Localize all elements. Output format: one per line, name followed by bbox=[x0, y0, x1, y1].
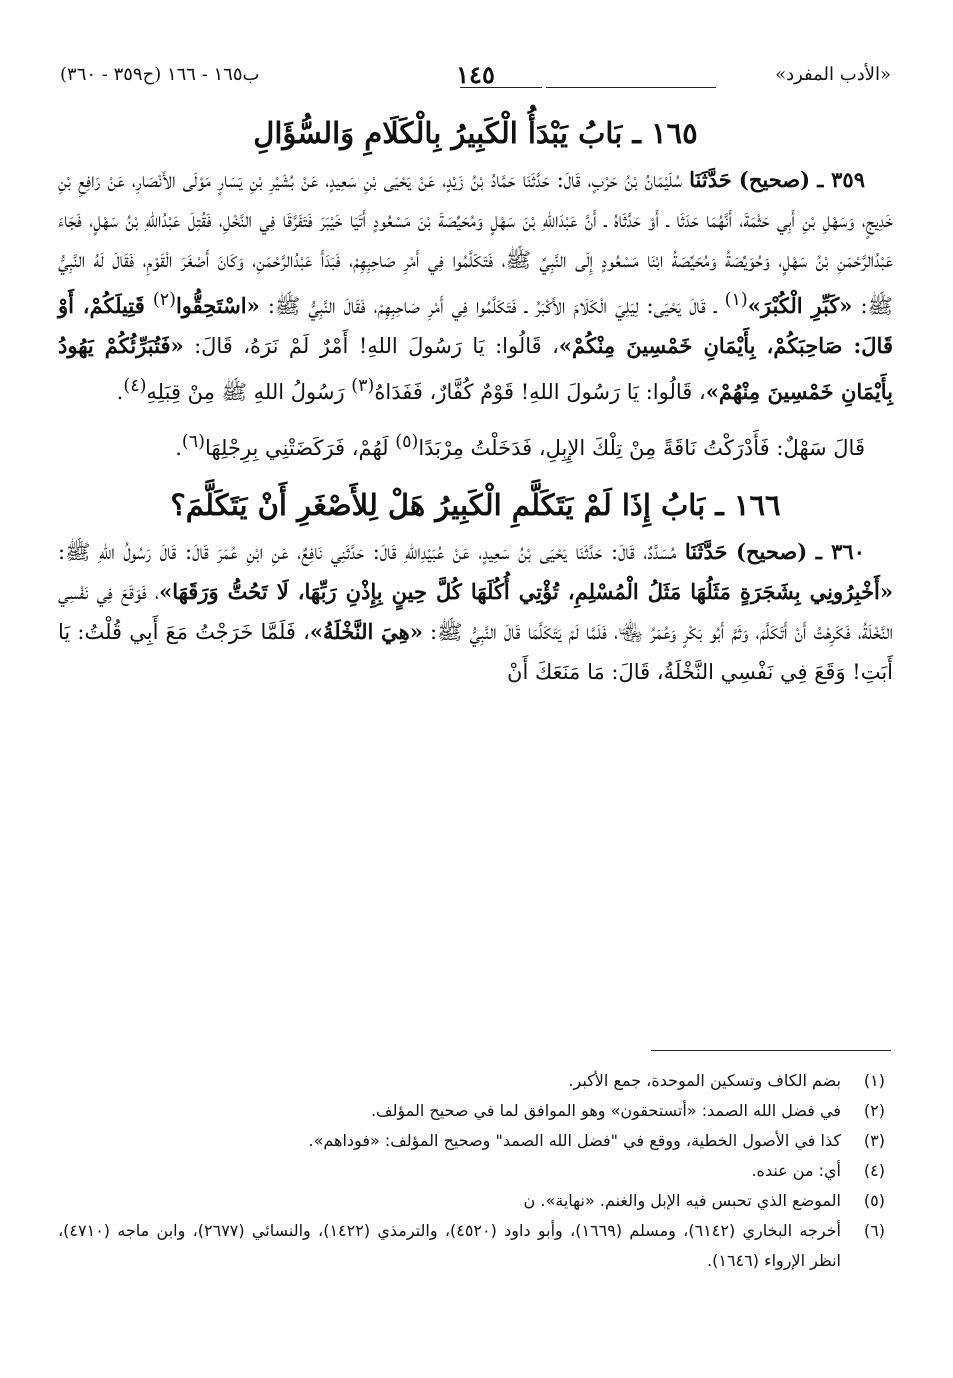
sahl-note bbox=[58, 422, 893, 468]
footnote-text: في فضل الله الصمد: «أتستحقون» وهو الموافق لما في صحيح المؤلف. bbox=[370, 1101, 841, 1120]
chapter-title-166: ١٦٦ ـ بَابُ إِذَا لَمْ يَتَكَلَّمِ الْكَبِيرُ هَلْ لِلأَصْغَرِ أَنْ يَتَكَلَّمَ؟ bbox=[170, 488, 781, 522]
footnote-ref[interactable]: (٢) bbox=[152, 290, 176, 310]
footnote bbox=[58, 1186, 885, 1216]
book-title: «الأدب المفرد» bbox=[775, 64, 891, 85]
hadith-360 bbox=[58, 532, 893, 692]
footnote-number: (٦) bbox=[863, 1221, 885, 1240]
footnote bbox=[58, 1096, 885, 1126]
footnote-ref[interactable]: (٣) bbox=[351, 376, 375, 396]
hadith-grade: (صحيح) bbox=[736, 539, 808, 564]
footnote-text: أي: من عنده. bbox=[751, 1161, 841, 1180]
hadith-text: ، قَالُوا: يَا رَسُولَ اللهِ! قَوْمٌ كُفَّارٌ، فَفَدَاهُ bbox=[374, 380, 706, 404]
prophetic-quote: «هِيَ النَّخْلَةُ» bbox=[309, 619, 423, 644]
note-text: . bbox=[175, 436, 182, 460]
main-text bbox=[58, 110, 893, 692]
prophetic-quote: «أَخْبِرُونِي بِشَجَرَةٍ مَثَلُهَا مَثَلُ الْمُسْلِمِ، تُؤْتِي أُكُلَهَا كُلَّ حِينٍ بِإِذْنِ رَبِّهَا، لَا تَحُتُّ وَرَقَهَا» bbox=[159, 579, 894, 604]
footnote bbox=[58, 1066, 885, 1096]
footnote bbox=[58, 1156, 885, 1186]
footnote-text: كذا في الأصول الخطية، ووقع في "فضل الله الصمد" وصحيح المؤلف: «فوداهم». bbox=[308, 1131, 841, 1150]
footnote-ref[interactable]: (١) bbox=[724, 290, 748, 310]
footnote-text: الموضع الذي تحبس فيه الإبل والغنم. «نهاية». ن bbox=[523, 1191, 841, 1210]
note-text: قَالَ سَهْلٌ: فَأَدْرَكْتُ نَاقَةً مِنْ تِلْكَ الإِبِلِ، فَدَخَلْتُ مِرْبَدًا bbox=[418, 436, 865, 460]
footnote-text: أخرجه البخاري (٦١٤٢)، ومسلم (١٦٦٩)، وأبو داود (٤٥٢٠)، والترمذي (١٤٢٢)، والنسائي (٢٦٧٧)، وابن ماجه (٤٧١٠)، انظر الإرواء (١٦٤٦). bbox=[58, 1221, 841, 1270]
page-number: ١٤٥ bbox=[456, 60, 495, 89]
footnote bbox=[58, 1216, 885, 1276]
haddathana: حَدَّثَنَا bbox=[684, 539, 728, 564]
footnotes bbox=[58, 1066, 885, 1276]
footnote bbox=[58, 1126, 885, 1156]
hadith-text: رَسُولُ اللهِ ﷺ مِنْ قِبَلِهِ bbox=[146, 380, 345, 404]
prophetic-quote: «اسْتَحِقُّوا bbox=[175, 293, 260, 318]
footnote-number: (٤) bbox=[863, 1161, 885, 1180]
hadith-number: ٣٦٠ ـ bbox=[815, 539, 865, 564]
hadith-text: ، قَالُوا: يَا رَسُولَ اللهِ! أَمْرٌ لَمْ نَرَهُ، قَالَ: bbox=[194, 334, 559, 358]
hadith-text: ـ قَالَ يَحْيَى: لِيَلِيَ الْكَلَامَ الأَكْبَرُ ـ فَتَكَلَّمُوا فِي أَمْرِ صَاحِبِهِمْ، فَقَالَ النَّبِيُّ ﷺ: bbox=[267, 294, 717, 318]
prophetic-quote: قَتِيلَكُمْ، أَوْ قَالَ: صَاحِبَكُمْ، بِأَيْمَانِ خَمْسِينَ مِنْكُمْ» bbox=[58, 293, 893, 358]
hadith-text: . bbox=[116, 380, 124, 404]
footnote-number: (٥) bbox=[863, 1191, 885, 1210]
footnote-separator bbox=[651, 1050, 891, 1051]
hadith-text: ، فَلَمَّا خَرَجْتُ مَعَ أَبِي قُلْتُ: يَا أَبَتِ! وَقَعَ فِي نَفْسِي النَّخْلَةُ، قَالَ: مَا مَنَعَكَ أَنْ bbox=[58, 620, 893, 684]
footnote-number: (١) bbox=[863, 1071, 885, 1090]
header-rule bbox=[546, 87, 716, 88]
footnote-number: (٣) bbox=[863, 1131, 885, 1150]
prophetic-quote: «فَتُبَرِّئُكُمْ يَهُودُ بِأَيْمَانِ خَمْسِينَ مِنْهُمْ» bbox=[58, 333, 893, 404]
chapter-title-165: ١٦٥ ـ بَابُ يَبْدَأُ الْكَبِيرُ بِالْكَلَامِ وَالسُّؤَالِ bbox=[253, 116, 698, 150]
note-text: لَهُمْ، فَرَكَضَتْنِي بِرِجْلِهَا bbox=[204, 436, 389, 460]
hadith-text: ، فَوَقَعَ فِي نَفْسِي النَّخْلَةُ، فَكَرِهْتُ أَنْ أَتَكَلَّمَ، وَثَمَّ أَبُو بَكْرٍ وَعُمَرُ ﵄، فَلَمَّا لَمْ يَتَكَلَّمَا قَالَ النَّبِيُّ ﷺ: bbox=[58, 580, 893, 644]
hadith-text: سُلَيْمَانُ بْنُ حَرْبٍ، قَالَ: حَدَّثَنَا حَمَّادُ بْنُ زَيْدٍ، عَنْ يَحْيَى بْنِ سَعِيدٍ، عَنْ بُشَيْرِ بْنِ يَسَارٍ مَوْلَى الأَنْصَارِ، عَنْ رَافِعِ بْنِ خَدِيجٍ، وَسَهْلِ بْنِ أَبِي حَثْمَةَ، أَنَّهُمَا حَدَثَا ـ أَوْ حَدَّثَاهُ ـ أَنَّ عَبْدَاللهِ بْنَ سَهْلٍ وَمُحَيِّصَةَ بْنَ مَسْعُودٍ أَتَيَا خَيْبَرَ فَتَفَرَّقَا فِي النَّخْلِ، فَقُتِلَ عَبْدُاللهِ بْنُ سَهْلٍ، فَجَاءَ عَبْدُالرَّحْمَنِ بْنُ سَهْلٍ، وَحُوَيِّصَةُ وَمُحَيِّصَةُ ابْنَا مَسْعُودٍ إِلَى النَّبِيِّ ﷺ، فَتَكَلَّمُوا فِي أَمْرِ صَاحِبِهِمْ، فَبَدَأَ عَبْدُالرَّحْمَنِ، وَكَانَ أَصْغَرَ الْقَوْمِ، فَقَالَ لَهُ النَّبِيُّ ﷺ: bbox=[58, 168, 893, 318]
running-header bbox=[60, 60, 891, 96]
hadith-text: مُسَدَّدٌ، قَالَ: حَدَّثَنَا يَحْيَى بْنُ سَعِيدٍ، عَنْ عُبَيْدِاللهِ قَالَ: حَدَّثَنِي نَافِعٌ، عَنِ ابْنِ عُمَرَ قَالَ: قَالَ رَسُولُ اللهِ ﷺ: bbox=[58, 540, 677, 564]
hadith-number: ٣٥٩ ـ bbox=[817, 167, 865, 192]
footnote-ref[interactable]: (٤) bbox=[123, 376, 147, 396]
prophetic-quote: «كَبِّرِ الْكُبْرَ» bbox=[747, 293, 853, 318]
hadith-grade: (صحيح) bbox=[738, 167, 811, 192]
footnote-number: (٢) bbox=[863, 1101, 885, 1120]
hadith-359 bbox=[58, 160, 893, 412]
haddathana: حَدَّثَنَا bbox=[689, 167, 732, 192]
header-rule bbox=[460, 87, 542, 88]
footnote-text: بضم الكاف وتسكين الموحدة، جمع الأكبر. bbox=[568, 1071, 841, 1090]
chapter-hadith-range: ب١٦٥ - ١٦٦ (ح٣٥٩ - ٣٦٠) bbox=[60, 64, 260, 85]
footnote-ref[interactable]: (٦) bbox=[181, 432, 205, 452]
footnote-ref[interactable]: (٥) bbox=[395, 432, 419, 452]
